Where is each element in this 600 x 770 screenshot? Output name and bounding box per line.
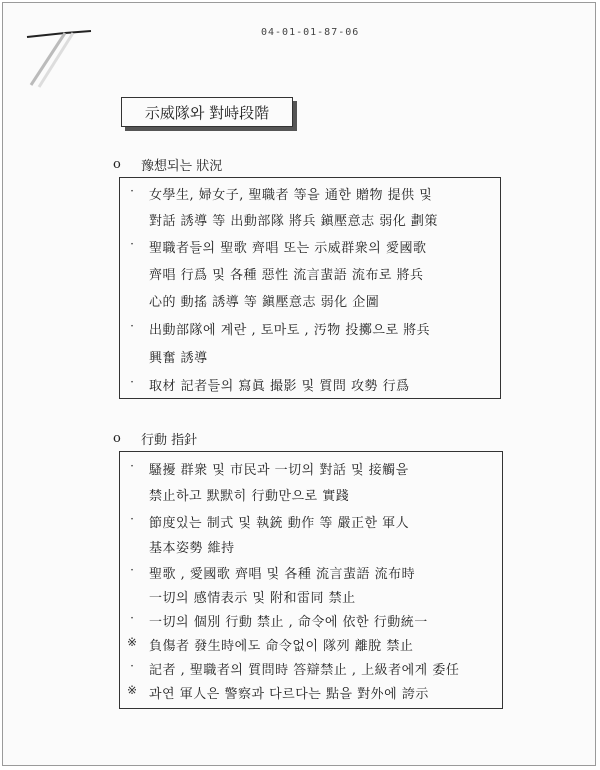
section-heading-expected-situation	[113, 155, 222, 174]
scan-corner-mark	[25, 29, 95, 89]
section-heading-text: 行動 指針	[141, 433, 198, 448]
section-bullet: o	[113, 157, 121, 172]
section-heading-text: 豫想되는 狀況	[141, 159, 223, 174]
section-heading-action-guidelines	[113, 429, 197, 448]
document-title: 示威隊와 對峙段階	[144, 103, 270, 122]
document-page: 04-01-01-87-06 示威隊와 對峙段階 o 豫想되는 狀況 o 行動 指針 · 女學生, 婦女子, 聖職者 等을 通한 贈物 提供 및 對話 誘導 等 出動部隊 將兵 鎭壓意志 弱化 劃策 · 聖職者들의 聖歌 齊唱 또는 示威群衆의 愛國歌 齊唱 行爲 및 各種 惡性 流言蜚語 流布로 將兵 心的 動搖 誘導 等 鎭壓意志 弱化 企圖 · 出動部隊에 계란 , 토마토 , 汚物 投擲으로 將兵 興奮 誘導 · 取材 記者들의 寫眞 撮影 및 質問 攻勢 行爲 · 騷擾 群衆 및 市民과 一切의 對話 및 接觸을 禁止하고 默默히 行動만으로 實踐 · 節度있는 制式 및 執銃 動作 等 嚴正한 軍人 基本姿勢 維持 · 聖歌 , 愛國歌 齊唱 및 各種 流言蜚語 流布時 一切의 感情表示 및 附和雷同 禁止 · 一切의 個別 行動 禁止 , 命令에 依한 行動統一 ※ 負傷者 發生時에도 命令없이 隊列 離脫 禁止 · 記者 , 聖職者의 質問時 答辯禁止 , 上級者에게 委任 ※ 과연 軍人은 警察과 다르다는 點을 對外에 誇示	[2, 2, 596, 766]
title-box	[121, 97, 293, 127]
document-id: 04-01-01-87-06	[261, 27, 360, 38]
section-bullet: o	[113, 431, 121, 446]
